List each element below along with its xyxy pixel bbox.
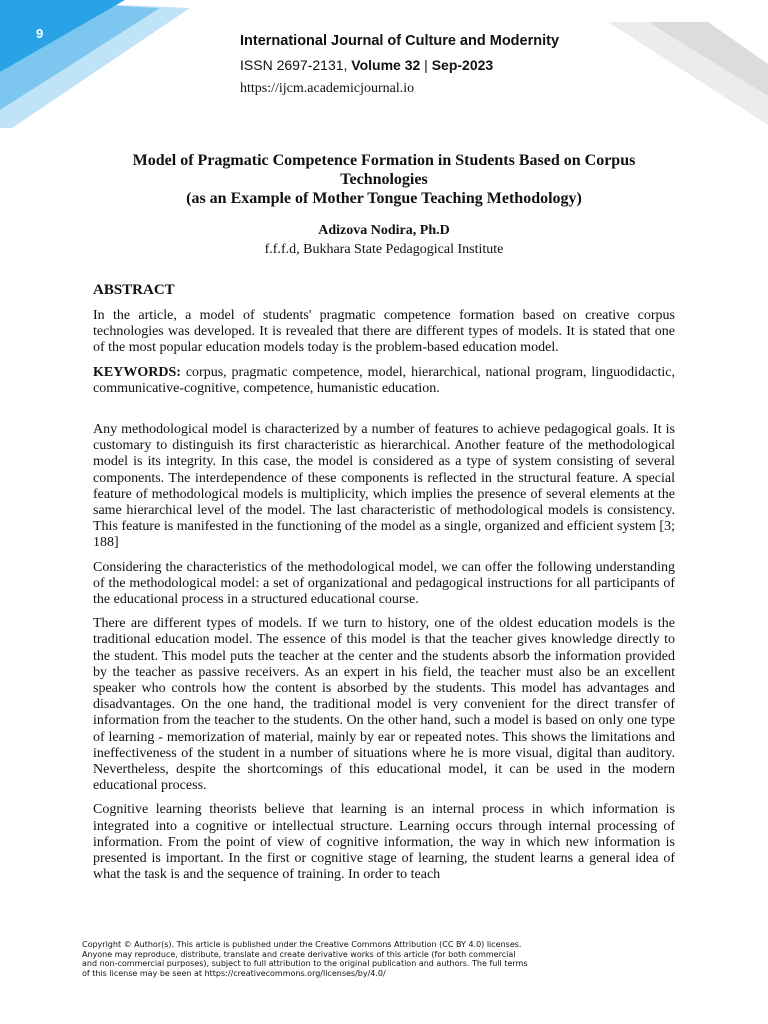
footer-line-4: of this license may be seen at https://creativecommons.org/licenses/by/4.0/: [82, 968, 386, 978]
article-title: [93, 151, 675, 208]
section-gap: [93, 405, 675, 422]
footer-line-1: Copyright © Author(s). This article is published under the Creative Commons Attribution (CC BY 4.0) licenses.: [82, 940, 522, 949]
keywords-label: KEYWORDS:: [93, 364, 181, 380]
title-line-3: (as an Example of Mother Tongue Teaching Methodology): [186, 190, 582, 207]
issn: ISSN 2697-2131,: [240, 57, 352, 73]
author-affiliation: f.f.f.d, Bukhara State Pedagogical Institute: [264, 242, 504, 257]
abstract-heading: ABSTRACT: [93, 282, 175, 298]
journal-name: International Journal of Culture and Modernity: [240, 33, 560, 49]
title-line-1: Model of Pragmatic Competence Formation in Students Based on Corpus: [132, 152, 636, 169]
keywords: [93, 365, 675, 397]
footer-line-3: and non-commercial purposes), subject to full attribution to the original publication and authors. The full terms: [82, 959, 528, 969]
copyright-footer: [82, 940, 622, 978]
journal-url[interactable]: https://ijcm.academicjournal.io: [240, 81, 415, 96]
volume: Volume 32: [351, 57, 421, 73]
journal-issn-line: [240, 56, 559, 74]
keywords-text: corpus, pragmatic competence, model, hierarchical, national program, linguodidactic, communicative-cognitive, competence, humanistic education.: [93, 364, 675, 396]
header-corner-graphic-right: [588, 0, 768, 130]
body-paragraph-4: Cognitive learning theorists believe that learning is an internal process in which information is integrated into a cognitive or intellectual structure. Learning occurs through internal processing of information. From the point of view of cognitive information, the way in which new information is presented is important. In the first or cognitive stage of learning, the student learns a general idea of what the task is and the sequence of training. In order to teach: [93, 802, 675, 883]
issue-date: Sep-2023: [431, 57, 494, 73]
header-corner-graphic-left: [0, 0, 200, 130]
title-line-2: Technologies: [340, 171, 428, 188]
body-paragraph-1: Any methodological model is characterized by a number of features to achieve pedagogical goals. It is customary to distinguish its first characteristic as hierarchical. Another feature of the methodological model is its integrity. In this case, the model is considered as a type of system consisting of several components. The interdependence of these components is reflected in the structural feature. A special feature of methodological models is multiplicity, which implies the presence of several elements at the same hierarchical level of the model. The last characteristic of methodological models is consistency. This feature is manifested in the functioning of the model as a single, organized and efficient system [3; 188]: [93, 422, 675, 551]
author-name: Adizova Nodira, Ph.D: [318, 223, 450, 238]
body-paragraph-2: Considering the characteristics of the methodological model, we can offer the following understanding of the methodological model: a set of organizational and pedagogical instructions for all participants of the educational process in a structured educational course.: [93, 559, 675, 608]
issn-separator: |: [420, 57, 432, 73]
page-number: 9: [36, 26, 44, 41]
journal-header: [240, 32, 559, 98]
body-paragraph-3: There are different types of models. If we turn to history, one of the oldest education models is the traditional education model. The essence of this model is that the teacher gives knowledge directly to the student. This model puts the teacher at the center and the students absorb the information provided by the teacher as passive receivers. As an expert in his field, the teacher must also be an excellent speaker who controls how the content is absorbed by the students. This model has advantages and disadvantages. On the one hand, the traditional model is very convenient for the direct transfer of information from the teacher to the students. On the other hand, such a model is based on only one type of learning - memorization of material, mainly by ear or repeated notes. This shows the limitations and ineffectiveness of the student in a number of situations where he is more visual, digital than auditory. Nevertheless, despite the shortcomings of this educational model, it can be used in the modern educational process.: [93, 616, 675, 794]
article-body: [93, 281, 675, 892]
abstract-text: In the article, a model of students' pragmatic competence formation based on creative corpus technologies was developed. It is revealed that there are different types of models. It is stated that one of the most popular education models today is the problem-based education model.: [93, 308, 675, 356]
footer-line-2: Anyone may reproduce, distribute, translate and create derivative works of this article (for both commercial: [82, 949, 516, 959]
